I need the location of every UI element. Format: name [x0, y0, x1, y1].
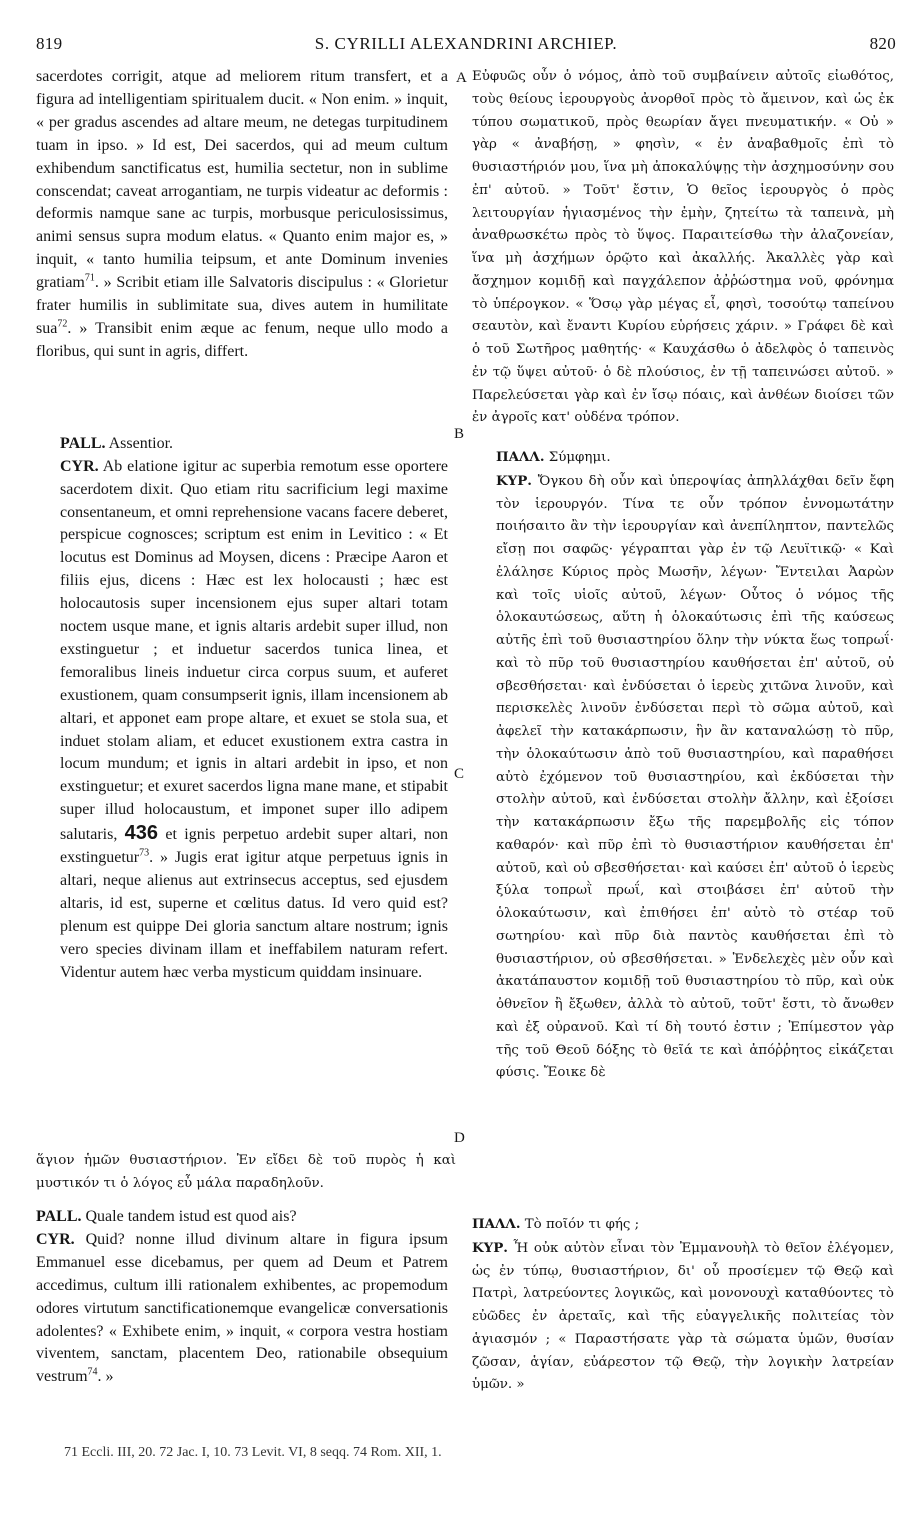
- column-number-436: 436: [124, 822, 159, 845]
- footnote-ref-74: 74: [87, 1367, 98, 1379]
- speaker-kyr-greek-2: ΚΥΡ.: [472, 1239, 508, 1256]
- greek-pall-question: ΠΑΛΛ. Τὸ ποῖόν τι φής ;: [472, 1216, 640, 1232]
- running-header: [36, 34, 896, 56]
- latin-paragraph-1: sacerdotes corrigit, atque ad meliorem ritum transfert, et a figura ad intelligentiam spiritualem ducit. « Non enim. » inquit, « per gradus ascendes ad altare meum, ne detegas turpitudinem tuam in ipso. » Id est, Dei sacerdos, qui ad meum cultum exhibendum sanctificatus est, humilia sectetur, non in sublime conscendat; caveat arrogantiam, ne turpis videatur ac deformis : deformis namque sane ac turpis, morbusque periculosissimus, animi sensus supra modum elatus. « Quanto enim major es, » inquit, « tanto humilia teipsum, et ante Dominum invenies gratiam$^{71}$. » Scribit etiam ille Salvatoris discipulus : « Glorietur frater humilis in sublimitate sua, dives autem in humilitate sua$^{72}$. » Transibit enim æque ac fenum, neque ullo modo a floribus, qui sunt in agris, differt.: [36, 68, 448, 360]
- speaker-pall: PALL.: [60, 434, 106, 452]
- latin-cyr-paragraph: CYR. Ab elatione igitur ac superbia remotum esse oportere sacerdotem dixit. Quo etiam ritu sacrificium legi maxime consentaneum, et omni reprehensione vacans facere deberet, perspicue cognosces; scriptum est enim in Levitico : « Et locutus est Dominus ad Moysen, dicens : Præcipe Aaron et filiis ejus, dicens : Hæc est lex holocausti ; hæc est holocautosis super incensionem ejus super altari totam noctem usque mane, et ignis altaris ardebit super illud, non exstinguetur ; et induetur sacerdos tunica linea, et femoralibus lineis induetur circa corpus suum, et auferet exustionem, quam consumpserit ignis, illam incensionem ab altari, et apponet eam prope altare, et exuet se stola sua, et induet stolam aliam, et educet exustionem extra castra in locum mundum; et ignis in altari ardebit in ipso, et non exstinguetur; et exuret sacerdos ligna mane mane, et stipabit super illud holocaustum, et imponet super illo adipem salutaris, 436 et ignis perpetuo ardebit super altari, non exstinguetur$^{73}$. » Jugis erat igitur atque perpetuus ignis in altari, neque alienus aut extrinsecus acceptus, sed ejusdem altaris, id est, superne et cœlitus datus. Id vero quid est? plenum est quippe Dei gloria sanctum altare nostrum; ignis vero species divinam illam et ineffabilem naturam refert. Videntur autem hæc verba mysticum quiddam insinuare.: [60, 457, 448, 981]
- greek-kyr-paragraph: ΚΥΡ. Ὄγκου δὴ οὖν καὶ ὑπεροψίας ἀπηλλάχθαι δεῖν ἔφη τὸν ἱερουργόν. Τίνα τε οὖν τρόπον ἐννομωτάτην ποιήσαιτο ἂν τὴν ἱερουργίαν καὶ ἀνεπίληπτον, παντελῶς εἴσῃ ποι σαφῶς· γέγραπται γὰρ ἐν τῷ Λευϊτικῷ· « Καὶ ἐλάλησε Κύριος πρὸς Μωσῆν, λέγων· Ἔντειλαι Ἀαρὼν καὶ τοῖς υἱοῖς αὐτοῦ, λέγων· Οὗτος ὁ νόμος τῆς ὁλοκαυτώσεως, αὕτη ἡ ὁλοκαύτωσις ἐπὶ τῆς καύσεως αὐτῆς ἐπὶ τοῦ θυσιαστηρίου ὅλην τὴν νύκτα ἕως τοπρωΐ· καὶ τὸ πῦρ τοῦ θυσιαστηρίου καυθήσεται ἐπ' αὐτοῦ, οὐ σβεσθήσεται· καὶ ἐνδύσεται ὁ ἱερεὺς χιτῶνα λινοῦν, καὶ περισκελὲς λινοῦν ἐνδύσεται περὶ τὸ σῶμα αὐτοῦ, καὶ ἀφελεῖ τὴν κατακάρπωσιν, ἣν ἂν καταναλώσῃ τὸ πῦρ, τὴν ὁλοκαύτωσιν ἀπὸ τοῦ θυσιαστηρίου, καὶ παραθήσει αὐτὸ ἐχόμενον τοῦ θυσιαστηρίου, καὶ ἐκδύσεται τὴν στολὴν αὐτοῦ, καὶ ἐνδύσεται στολὴν ἄλλην, καὶ ἐξοίσει τὴν κατακάρπωσιν ἔξω τῆς παρεμβολῆς εἰς τόπον καθαρόν· καὶ πῦρ ἐπὶ τὸ θυσιαστήριον καυθήσεται ἐπ' αὐτοῦ, καὶ οὐ σβεσθήσεται· καὶ καύσει ἐπ' αὐτοῦ ὁ ἱερεὺς ξύλα τοπρωῒ πρωΐ, καὶ στοιβάσει ἐπ' αὐτοῦ τὴν ὁλοκαύτωσιν, καὶ ἐπιθήσει ἐπ' αὐτὸ τὸ στέαρ τοῦ σωτηρίου· καὶ πῦρ διὰ παντὸς καυθήσεται ἐπὶ τὸ θυσιαστήριον, οὐ σβεσθήσεται. » Ἐνδελεχὲς μὲν οὖν καὶ ἀκατάπαυστον κομιδῇ τοῦ θυσιαστηρίου τὸ πῦρ, καὶ οὐκ ὀθνεῖον ἢ ἔξωθεν, ἀλλὰ τὸ αὐτοῦ, τοῦτ' ἔστι, τὸ ἄνωθεν καὶ ἐξ οὐρανοῦ. Καὶ τί δὴ τουτό ἐστιν ; Ἐπίμεστον γὰρ τῆς τοῦ Θεοῦ δόξης τὸ θεῖά τε καὶ ἀπόῤῥητος εἰκάζεται φύσις. Ἔοικε δὲ: [496, 472, 894, 1081]
- footnote-ref-72: 72: [57, 318, 68, 330]
- speaker-cyr-2: CYR.: [36, 1230, 75, 1248]
- latin-pall-question: PALL. Quale tandem istud est quod ais?: [36, 1208, 297, 1225]
- speaker-cyr: CYR.: [60, 457, 99, 475]
- running-title: S. CYRILLI ALEXANDRINI ARCHIEP.: [314, 34, 618, 53]
- greek-column: [472, 66, 894, 1085]
- margin-letter-a: A: [456, 70, 467, 86]
- margin-letter-b: B: [454, 426, 465, 442]
- footnote-ref-71: 71: [84, 272, 95, 284]
- latin-column-lower: [36, 1206, 448, 1389]
- greek-column-lower: [472, 1213, 894, 1397]
- latin-column: [36, 66, 448, 985]
- speaker-pall-greek: ΠΑΛΛ.: [496, 449, 545, 465]
- speaker-kyr-greek: ΚΥΡ.: [496, 472, 532, 489]
- greek-pall-assent: ΠΑΛΛ. Σύμφημι.: [496, 449, 611, 465]
- greek-overflow-line: ἅγιον ἡμῶν θυσιαστήριον. Ἐν εἴδει δὲ τοῦ πυρὸς ἡ καὶ μυστικόν τι ὁ λόγος εὖ μάλα παραδηλοῦν.: [36, 1153, 456, 1191]
- speaker-pall-greek-2: ΠΑΛΛ.: [472, 1216, 521, 1232]
- margin-letter-c: C: [454, 766, 465, 782]
- greek-kyr-answer: ΚΥΡ. Ἦ οὐκ αὐτὸν εἶναι τὸν Ἐμμανουὴλ τὸ θεῖον ἐλέγομεν, ὡς ἐν τύπῳ, θυσιαστήριον, δι' οὗ προσίεμεν τῷ Θεῷ καὶ Πατρὶ, λατρεύοντες λογικῶς, καὶ μονονουχὶ καταθύοντες τὸ εὐῶδες ἐν ἀρεταῖς, καὶ τῆς εὐαγγελικῆς πολιτείας τὸν ἁγιασμόν ; « Παραστήσατε γὰρ τὰ σώματα ὑμῶν, θυσίαν ζῶσαν, ἁγίαν, εὐάρεστον τῷ Θεῷ, τὴν λογικὴν λατρείαν ὑμῶν. »: [472, 1239, 894, 1393]
- page-number-left: 819: [36, 34, 63, 53]
- speaker-pall-2: PALL.: [36, 1208, 82, 1225]
- page-number-right: 820: [869, 34, 896, 53]
- margin-letter-d: D: [454, 1130, 465, 1146]
- footnotes: 71 Eccli. III, 20. 72 Jac. I, 10. 73 Levit. VI, 8 seqq. 74 Rom. XII, 1.: [64, 1445, 442, 1460]
- greek-paragraph-1: Εὐφυῶς οὖν ὁ νόμος, ἀπὸ τοῦ συμβαίνειν αὐτοῖς εἰωθότος, τοὺς θείους ἱερουργοὺς ἀνορθοῖ πρὸς τὸ ἄμεινον, καὶ ὡς ἐκ τύπου σωματικοῦ, πρὸς θεωρίαν ἄγει πνευματικήν. « Οὐ » γὰρ « ἀναβήσῃ, » φησὶν, « ἐν ἀναβαθμοῖς ἐπὶ τὸ θυσιαστήριόν μου, ἵνα μὴ ἀποκαλύψῃς τὴν ἀσχημοσύνην σου ἐπ' αὐτοῦ. » Τοῦτ' ἔστιν, Ὁ θεῖος ἱερουργὸς ὁ πρὸς λειτουργίαν ἡγιασμένος τὴν ἐμὴν, ζητείτω τὰ ταπεινὰ, μὴ ἀναθρωσκέτω πρὸς τὸ ὕψος. Παραιτείσθω τὴν ἀλαζονείαν, ἵνα μὴ ἀσχήμων ὁρῷτο καὶ ἀκαλλής. Ἀκαλλὲς γὰρ καὶ ἄσχημον κομιδῇ καὶ παγχάλεπον ἀῤῥώστημα νοῦ, φρόνημα τὸ ὑπέρογκον. « Ὅσῳ γὰρ μέγας εἶ, φησὶ, τοσούτῳ ταπείνου σεαυτὸν, καὶ ἔναντι Κυρίου εὑρήσεις χάριν. » Γράφει δὲ καὶ ὁ τοῦ Σωτῆρος μαθητής· « Καυχάσθω ὁ ἀδελφὸς ὁ ταπεινὸς ἐν τῷ ὕψει αὐτοῦ· ὁ δὲ πλούσιος, ἐν τῇ ταπεινώσει αὐτοῦ. » Παρελεύσεται γὰρ καὶ ἐν ἴσῳ πόαις, καὶ ἀνθέων διοίσει τῶν ἐν ἀγροῖς κατ' οὐδένα τρόπον.: [472, 69, 894, 426]
- latin-cyr-answer: CYR. Quid? nonne illud divinum altare in figura ipsum Emmanuel esse dicebamus, per quem ad Deum et Patrem accedimus, cultum illi rationalem exhibentes, ac propemodum odores virtutum sanctificationemque evangelicæ conversationis adolentes? « Exhibete enim, » inquit, « corpora vestra hostiam viventem, sanctam, placentem Deo, rationabile obsequium vestrum$^{74}$. »: [36, 1230, 448, 1386]
- latin-pall-assent: PALL. Assentior.: [60, 434, 174, 452]
- footnote-ref-73: 73: [139, 847, 150, 859]
